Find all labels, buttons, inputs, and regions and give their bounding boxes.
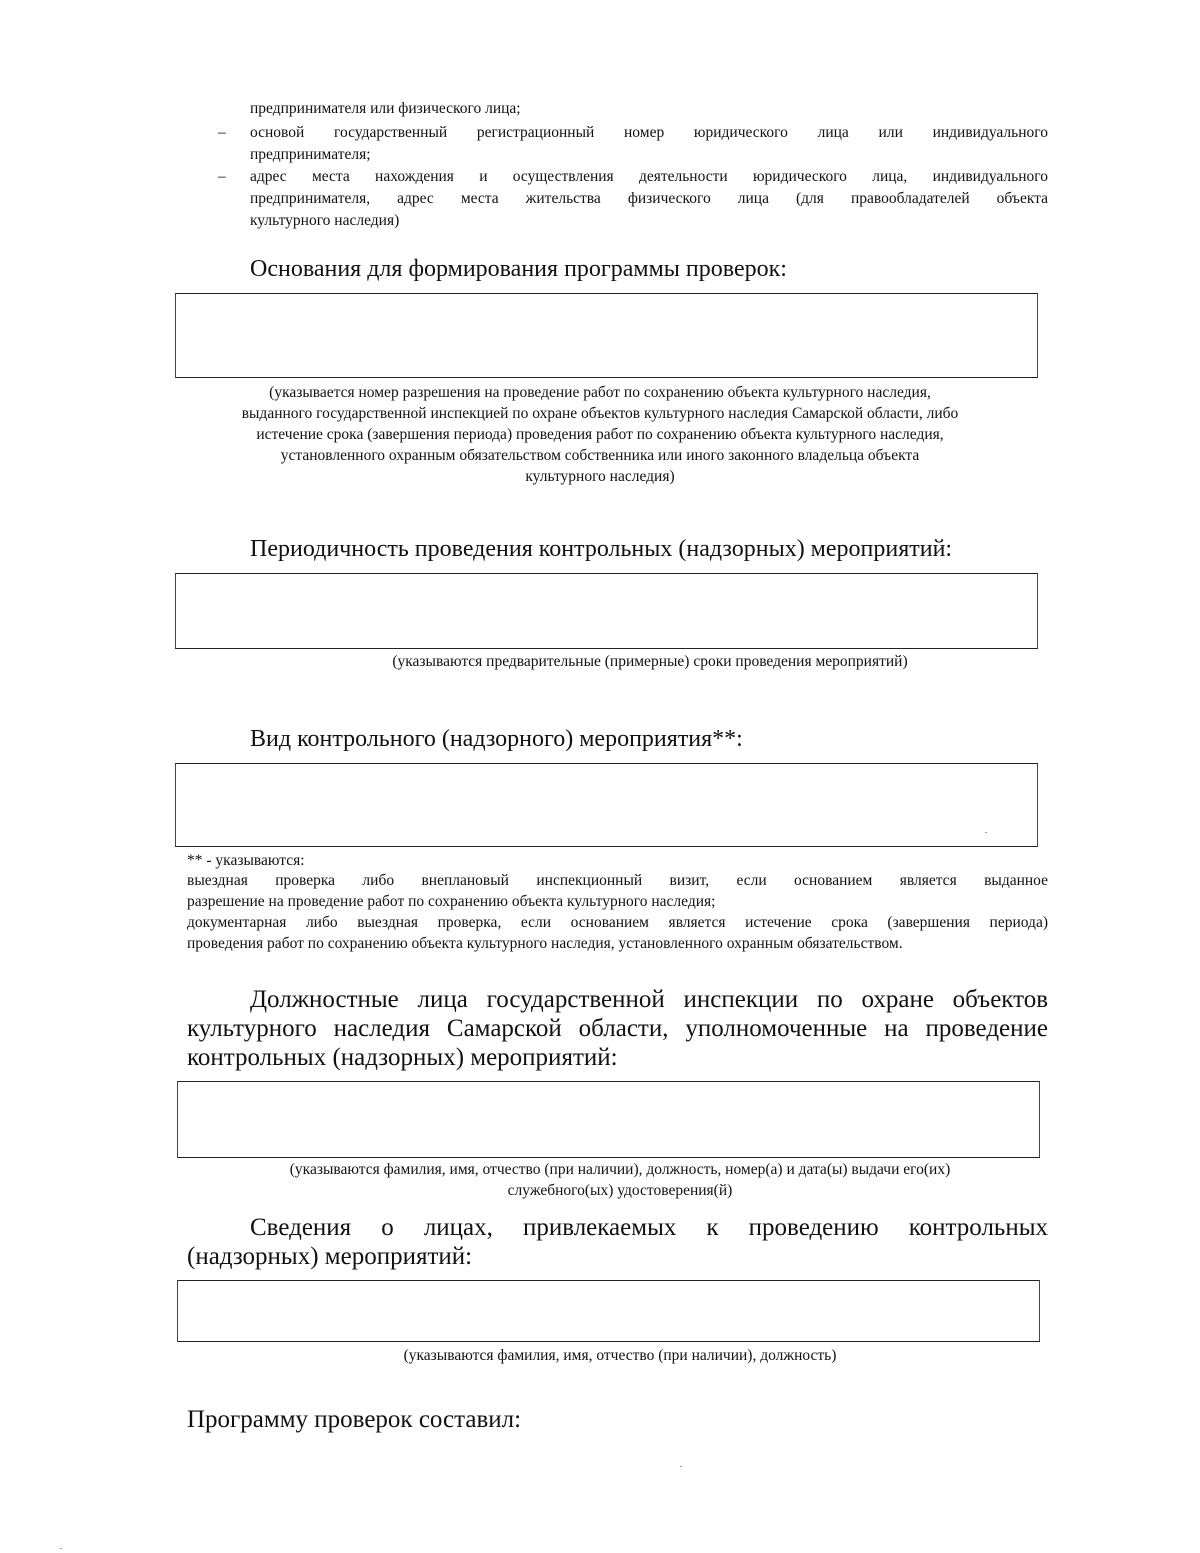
section4-heading-line1: Должностные лица государственной инспекции по охране объектов: [250, 986, 1048, 1013]
scan-speck: [680, 1466, 682, 1467]
section1-caption-line1: (указывается номер разрешения на проведение работ по сохранению объекта культурного наследия,: [269, 384, 931, 401]
section3-note-line4: проведения работ по сохранению объекта культурного наследия, установленного охранным обязательством.: [187, 935, 903, 952]
section4-input-box[interactable]: [177, 1081, 1040, 1158]
bullet3-line3: культурного наследия): [250, 212, 400, 229]
bullet-dash: –: [218, 168, 226, 185]
compiled-by-label: Программу проверок составил:: [187, 1406, 522, 1433]
bullet2-line1: основой государственный регистрационный номер юридического лица или индивидуального: [250, 124, 1048, 141]
section1-input-box[interactable]: [175, 293, 1038, 378]
scan-speck: [60, 1548, 62, 1549]
section5-heading-line2: (надзорных) мероприятий:: [187, 1243, 473, 1270]
section3-note-line3: документарная либо выездная проверка, если основанием является истечение срока (завершения периода): [187, 914, 1048, 931]
bullet-dash: –: [218, 124, 226, 141]
section3-note-line1: выездная проверка либо внеплановый инспекционный визит, если основанием является выданное: [187, 872, 1048, 889]
section3-heading: Вид контрольного (надзорного) мероприятия**:: [250, 726, 743, 752]
bullet2-line2: предпринимателя;: [250, 146, 371, 163]
section1-caption-line2: выданного государственной инспекцией по охране объектов культурного наследия Самарской области, либо: [241, 405, 959, 422]
section1-caption-line4: установленного охранным обязательством собственника или иного законного владельца объекта: [280, 447, 920, 464]
section2-caption: (указываются предварительные (примерные) сроки проведения мероприятий): [392, 653, 908, 670]
section3-note-line2: разрешение на проведение работ по сохранению объекта культурного наследия;: [187, 893, 716, 910]
intro-line-continuation: предпринимателя или физического лица;: [250, 100, 521, 117]
scan-speck: [985, 832, 987, 833]
section2-input-box[interactable]: [175, 573, 1038, 649]
section1-caption-line3: истечение срока (завершения периода) проведения работ по сохранению объекта культурного наследия,: [256, 426, 944, 443]
section4-caption-line1: (указываются фамилия, имя, отчество (при наличии), должность, номер(а) и дата(ы) выдачи его(их): [289, 1161, 951, 1178]
section1-heading: Основания для формирования программы проверок:: [250, 256, 787, 282]
section5-input-box[interactable]: [177, 1280, 1040, 1342]
bullet3-line2: предпринимателя, адрес места жительства физического лица (для правообладателей объекта: [250, 190, 1048, 207]
bullet3-line1: адрес места нахождения и осуществления деятельности юридического лица, индивидуального: [250, 168, 1048, 185]
section2-heading: Периодичность проведения контрольных (надзорных) мероприятий:: [250, 536, 953, 562]
section4-heading-line3: контрольных (надзорных) мероприятий:: [187, 1044, 618, 1071]
section4-heading-line2: культурного наследия Самарской области, уполномоченные на проведение: [187, 1015, 1048, 1042]
section3-note-label: ** - указываются:: [187, 852, 305, 869]
section1-caption-line5: культурного наследия): [525, 468, 675, 485]
section3-input-box[interactable]: [175, 763, 1038, 847]
section4-caption-line2: служебного(ых) удостоверения(й): [507, 1182, 733, 1199]
section5-heading-line1: Сведения о лицах, привлекаемых к проведению контрольных: [250, 1214, 1048, 1241]
section5-caption: (указываются фамилия, имя, отчество (при наличии), должность): [403, 1347, 837, 1364]
